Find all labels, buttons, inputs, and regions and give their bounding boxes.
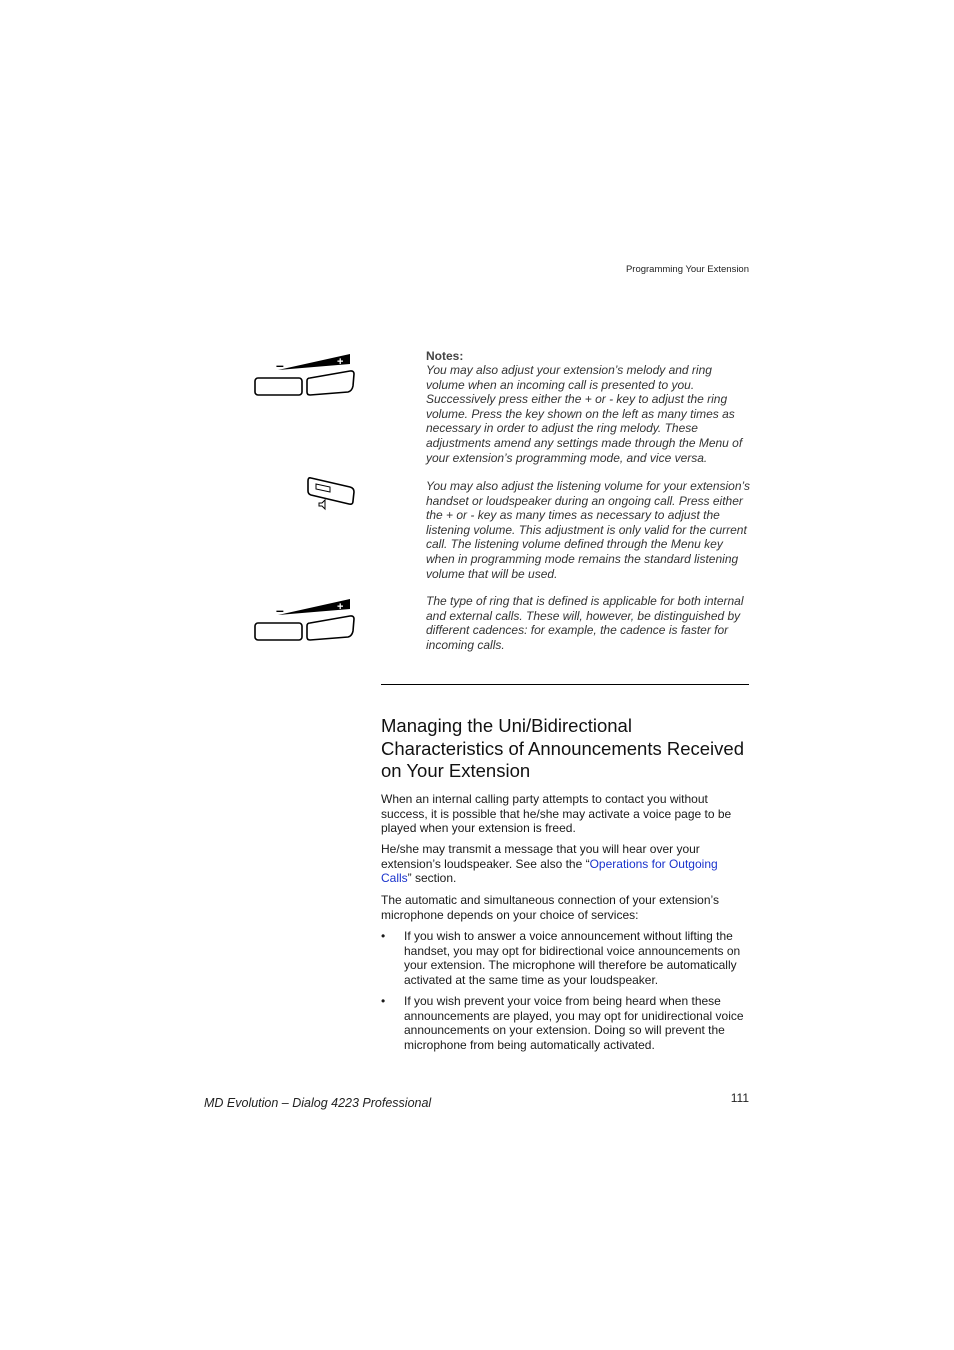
note-ring-melody: You may also adjust your extension’s melody and ring volume when an incoming call is presented to you. Successively press either the + or - key to adjust the ring volume. Press the key shown on the left as many times as necessary in order to adjust the ring melody. These adjustments amend any settings made through the Menu of your extension’s programming mode, and vice versa. xyxy=(426,363,743,465)
paragraph-loudspeaker xyxy=(381,842,751,886)
para2-text-end: ” section. xyxy=(407,871,457,886)
list-item xyxy=(381,994,751,1054)
bullet-symbol: • xyxy=(381,994,386,1008)
paragraph-microphone: The automatic and simultaneous connection of your extension’s microphone depends on your choice of services: xyxy=(381,893,719,922)
para2-text-start: He/she may transmit a message that you will hear over your extension’s loudspeaker. See also the “ xyxy=(381,842,700,871)
volume-keys-icon xyxy=(252,352,358,398)
running-header: Programming Your Extension xyxy=(625,264,749,275)
footer-product-name: MD Evolution – Dialog 4223 Professional xyxy=(204,1096,432,1110)
section-divider xyxy=(381,684,749,685)
note-listening-volume: You may also adjust the listening volume for your extension’s handset or loudspeaker during an ongoing call. Press either the + or - key as many times as necessary to adjust the listening volume. This adjustment is only valid for the current call. The listening volume defined through the Menu key when in programming mode remains the standard listening volume that will be used. xyxy=(426,479,750,581)
note-ring-type: The type of ring that is defined is applicable for both internal and external calls. These will, however, be distinguished by different cadences: for example, the cadence is faster for incoming calls. xyxy=(426,594,744,652)
volume-keys-icon-2 xyxy=(252,597,358,643)
list-item xyxy=(381,929,751,989)
volume-plus-label: + xyxy=(337,601,344,613)
speaker-key-icon xyxy=(305,474,357,514)
paragraph-intro: When an internal calling party attempts to contact you without success, it is possible that he/she may activate a voice page to be played when your extension is freed. xyxy=(381,792,732,836)
volume-minus-label: – xyxy=(276,602,284,618)
operations-outgoing-calls-link[interactable]: Operations for Outgoing Calls xyxy=(381,856,718,886)
section-heading: Managing the Uni/Bidirectional Characteristics of Announcements Received on Your Extension xyxy=(381,715,744,781)
page-number: 111 xyxy=(730,1091,749,1105)
bullet-symbol: • xyxy=(381,929,386,943)
volume-plus-label: + xyxy=(337,356,344,368)
list-item-text: If you wish prevent your voice from being heard when these announcements are played, you may opt for unidirectional voice announcements on your extension. Doing so will prevent the microphone from being automatically activated. xyxy=(404,994,744,1052)
list-item-text: If you wish to answer a voice announcement without lifting the handset, you may opt for bidirectional voice announcements on your extension. The microphone will therefore be automatically activated at the same time as your loudspeaker. xyxy=(404,929,741,987)
volume-minus-label: – xyxy=(276,357,284,373)
notes-title: Notes: xyxy=(426,349,464,363)
